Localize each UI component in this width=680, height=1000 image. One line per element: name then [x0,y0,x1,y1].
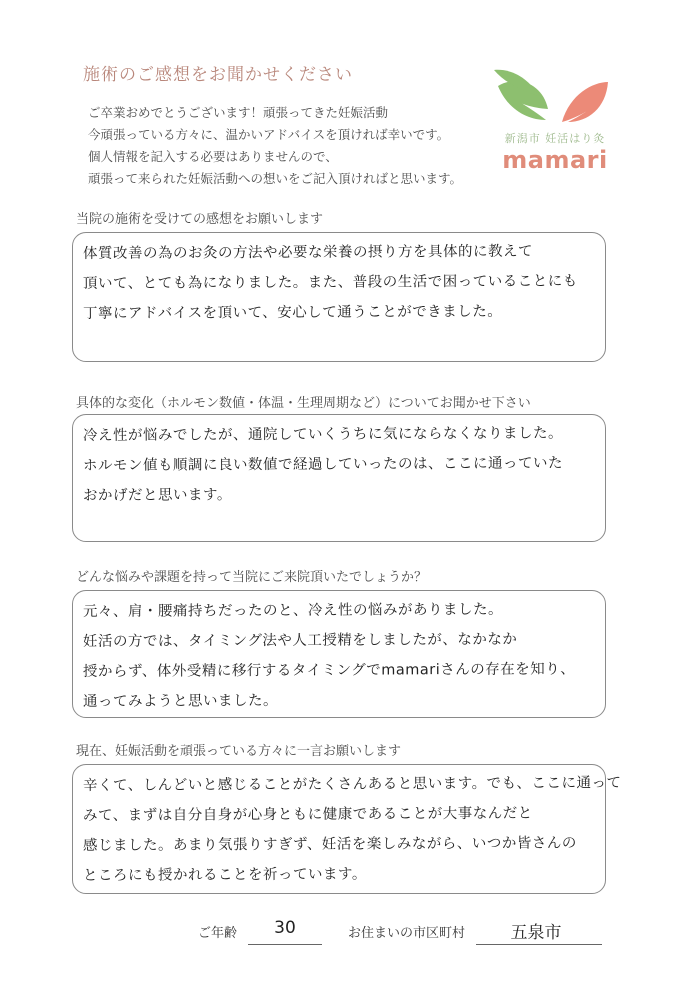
answer-line: 授からず、体外受精に移行するタイミングでmamariさんの存在を知り、 [82,661,576,680]
city-underline [476,944,602,945]
intro-line: 頑張って来られた妊娠活動への想いをご記入頂ければと思います。 [88,171,463,186]
city-label: お住まいの市区町村 [348,926,466,941]
logo-subtitle: 新潟市 妊活はり灸 [504,132,606,145]
answer-line: 辛くて、しんどいと感じることがたくさんあると思います。でも、ここに通って [82,775,622,794]
question-label: どんな悩みや課題を持って当院にご来院頂いたでしょうか？ [76,570,428,585]
answer-line: 体質改善の為のお灸の方法や必要な栄養の摂り方を具体的に教えて [82,243,534,262]
answer-box [72,590,606,718]
answer-line: 頂いて、とても為になりました。また、普段の生活で困っていることにも [82,273,578,292]
page-title: 施術のご感想をお聞かせください [83,65,353,85]
answer-line: 通ってみようと思いました。 [82,692,279,710]
answer-line: 丁寧にアドバイスを頂いて、安心して通うことができました。 [82,303,503,322]
intro-line: ご卒業おめでとうございます！頑張ってきた妊娠活動 [88,105,389,120]
answer-box [72,414,606,542]
intro-text [88,102,508,190]
answer-line: 冷え性が悩みでしたが、通院していくうちに気にならなくなりました。 [82,425,564,444]
answer-box [72,232,606,362]
answer-line: ホルモン値も順調に良い数値で経過していったのは、ここに通っていた [82,455,564,474]
age-underline [248,944,322,945]
intro-line: 今頑張っている方々に、温かいアドバイスを頂ければ幸いです。 [88,127,450,142]
question-label: 現在、妊娠活動を頑張っている方々に一言お願いします [76,744,402,759]
answer-box [72,764,622,894]
question-label: 当院の施術を受けての感想をお願いします [76,212,324,227]
answer-line: みて、まずは自分自身が心身ともに健康であることが大事なんだと [82,805,533,824]
answer-line: おかげだと思います。 [82,487,232,504]
city-value: 五泉市 [510,923,562,943]
logo-wordmark: mamari [502,146,608,174]
intro-line: 個人情報を記入する必要はありませんので、 [88,149,338,164]
age-label: ご年齢 [198,926,238,941]
question-label: 具体的な変化（ホルモン数値・体温・生理周期など）についてお聞かせ下さい [76,396,531,411]
answer-line: 元々、肩・腰痛持ちだったのと、冷え性の悩みがありました。 [82,601,504,620]
answer-line: 感じました。あまり気張りすぎず、妊活を楽しみながら、いつか皆さんの [82,835,577,854]
answer-line: ところにも授かれることを祈っています。 [82,866,367,884]
answer-line: 妊活の方では、タイミング法や人工授精をしましたが、なかなか [82,631,518,650]
age-value: 30 [274,918,296,938]
